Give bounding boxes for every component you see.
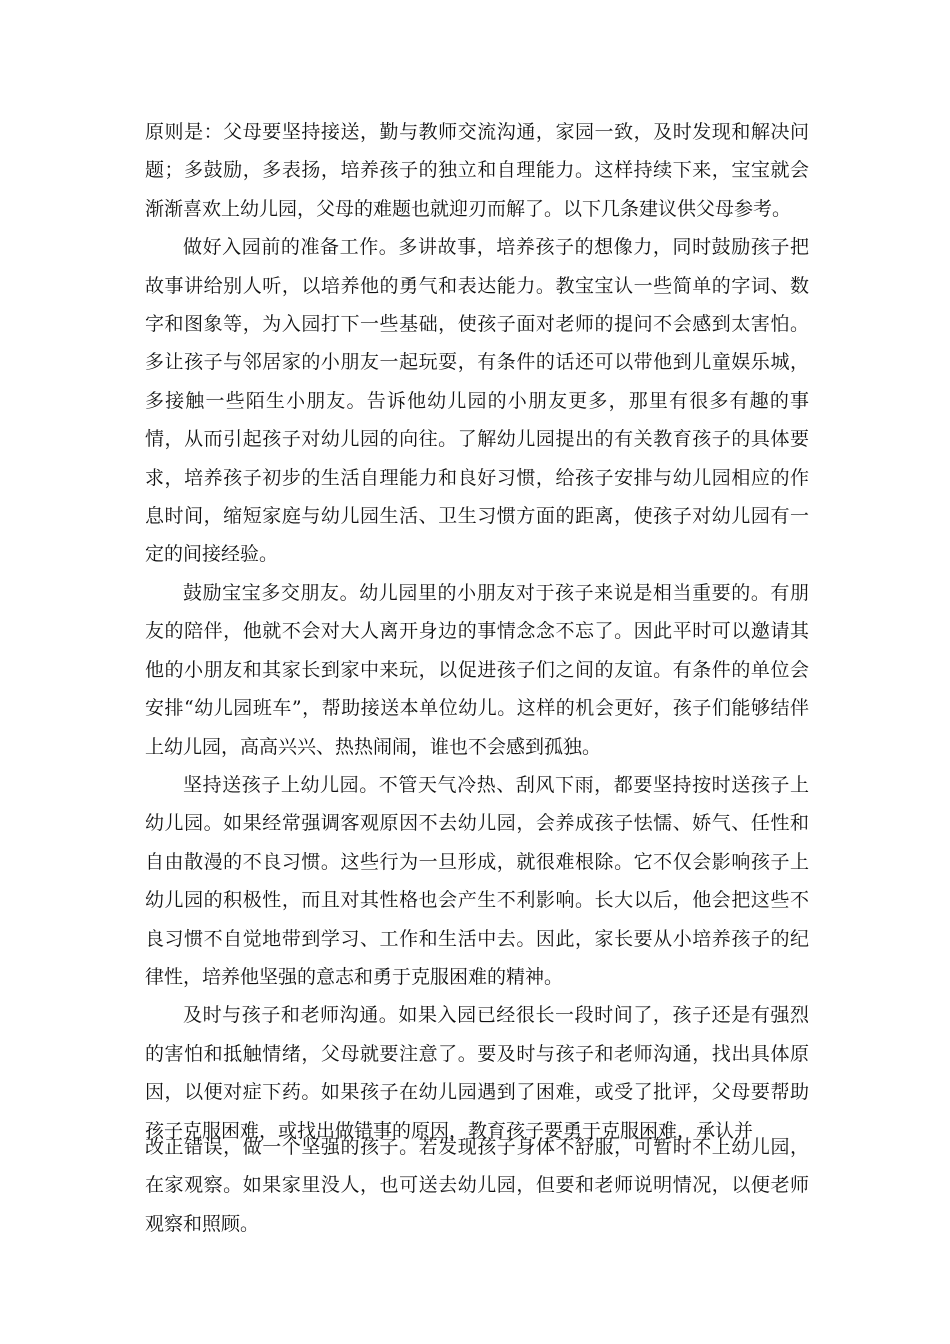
document-body <box>145 113 809 1150</box>
paragraph-principles: 原则是：父母要坚持接送，勤与教师交流沟通，家园一致，及时发现和解决问题；多鼓励，多表扬，培养孩子的独立和自理能力。这样持续下来，宝宝就会渐渐喜欢上幼儿园，父母的难题也就迎刃而解了。以下几条建议供父母参考。 <box>145 121 809 220</box>
paragraph-communicate: 及时与孩子和老师沟通。如果入园已经很长一段时间了，孩子还是有强烈的害怕和抵触情绪，父母就要注意了。要及时与孩子和老师沟通，找出具体原因，以便对症下药。如果孩子在幼儿园遇到了困难，或受了批评，父母要帮助孩子克服困难，或找出做错事的原因，教育孩子要勇于克服困难，承认并 <box>145 1004 809 1142</box>
document-body-continuation <box>145 1128 809 1243</box>
paragraph-continuation: 改正错误，做一个坚强的孩子。若发现孩子身体不舒服，可暂时不上幼儿园，在家观察。如果家里没人，也可送去幼儿园，但要和老师说明情况，以便老师观察和照顾。 <box>145 1136 809 1235</box>
paragraph-friends: 鼓励宝宝多交朋友。幼儿园里的小朋友对于孩子来说是相当重要的。有朋友的陪伴，他就不会对大人离开身边的事情念念不忘了。因此平时可以邀请其他的小朋友和其家长到家中来玩，以促进孩子们之间的友谊。有条件的单位会安排“幼儿园班车”，帮助接送本单位幼儿。这样的机会更好，孩子们能够结伴上幼儿园，高高兴兴、热热闹闹，谁也不会感到孤独。 <box>145 581 809 758</box>
paragraph-preparation: 做好入园前的准备工作。多讲故事，培养孩子的想像力，同时鼓励孩子把故事讲给别人听，以培养他的勇气和表达能力。教宝宝认一些简单的字词、数字和图象等，为入园打下一些基础，使孩子面对老师的提问不会感到太害怕。多让孩子与邻居家的小朋友一起玩耍，有条件的话还可以带他到儿童娱乐城，多接触一些陌生小朋友。告诉他幼儿园的小朋友更多，那里有很多有趣的事情，从而引起孩子对幼儿园的向往。了解幼儿园提出的有关教育孩子的具体要求，培养孩子初步的生活自理能力和良好习惯，给孩子安排与幼儿园相应的作息时间，缩短家庭与幼儿园生活、卫生习惯方面的距离，使孩子对幼儿园有一定的间接经验。 <box>145 236 809 566</box>
paragraph-persist: 坚持送孩子上幼儿园。不管天气冷热、刮风下雨，都要坚持按时送孩子上幼儿园。如果经常强调客观原因不去幼儿园，会养成孩子怯懦、娇气、任性和自由散漫的不良习惯。这些行为一旦形成，就很难根除。它不仅会影响孩子上幼儿园的积极性，而且对其性格也会产生不利影响。长大以后，他会把这些不良习惯不自觉地带到学习、工作和生活中去。因此，家长要从小培养孩子的纪律性，培养他坚强的意志和勇于克服困难的精神。 <box>145 773 809 988</box>
